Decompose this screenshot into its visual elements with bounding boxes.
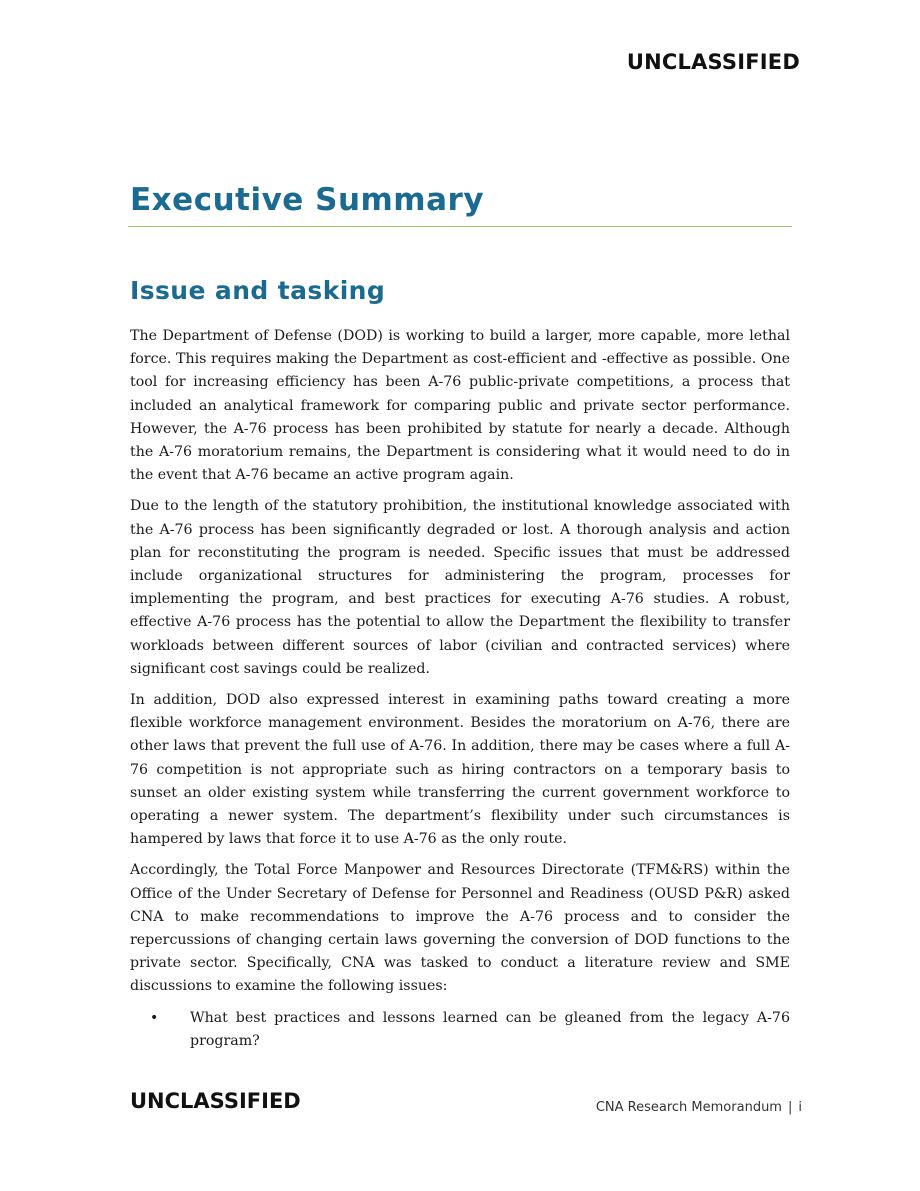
header-classification-marking: UNCLASSIFIED <box>626 50 800 74</box>
footer-page-info <box>596 1100 802 1115</box>
paragraph-4: Accordingly, the Total Force Manpower and Resources Directorate (TFM&RS) within the Office of the Under Secretary of Defense for Personnel and Readiness (OUSD P&R) asked CNA to make recommendations to improve the A-76 process and to consider the repercussions of changing certain laws governing the conversion of DOD functions to the private sector. Specifically, CNA was tasked to conduct a literature review and SME discussions to examine the following issues: <box>130 862 790 995</box>
title-underline-divider <box>128 226 792 227</box>
publication-name: CNA Research Memorandum <box>595 1100 782 1115</box>
issues-bullet-list <box>130 1007 790 1053</box>
section-heading: Issue and tasking <box>130 276 386 305</box>
bullet-text: What best practices and lessons learned can be gleaned from the legacy A-76 program? <box>190 1009 790 1049</box>
footer-classification-marking: UNCLASSIFIED <box>130 1089 301 1113</box>
bullet-icon: • <box>150 1009 159 1026</box>
list-item <box>130 1007 790 1053</box>
section-body <box>130 325 790 1053</box>
paragraph-2: Due to the length of the statutory prohibition, the institutional knowledge associated with the A-76 process has been significantly degraded or lost. A thorough analysis and action plan for reconstituting the program is needed. Specific issues that must be addressed include organizational structures for administering the program, processes for implementing the program, and best practices for executing A-76 studies. A robust, effective A-76 process has the potential to allow the Department the flexibility to transfer workloads between different sources of labor (civilian and contracted services) where significant cost savings could be realized. <box>130 498 790 677</box>
footer-separator: | <box>787 1100 793 1115</box>
page-title: Executive Summary <box>130 182 485 218</box>
page-number: i <box>798 1100 802 1115</box>
paragraph-3: In addition, DOD also expressed interest in examining paths toward creating a more flexible workforce management environment. Besides the moratorium on A-76, there are other laws that prevent the full use of A-76. In addition, there may be cases where a full A-76 competition is not appropriate such as hiring contractors on a temporary basis to sunset an older existing system while transferring the current government workforce to operating a newer system. The department’s flexibility under such circumstances is hampered by laws that force it to use A-76 as the only route. <box>130 692 790 848</box>
paragraph-1: The Department of Defense (DOD) is working to build a larger, more capable, more lethal force. This requires making the Department as cost-efficient and -effective as possible. One tool for increasing efficiency has been A-76 public-private competitions, a process that included an analytical framework for comparing public and private sector performance. However, the A-76 process has been prohibited by statute for nearly a decade. Although the A-76 moratorium remains, the Department is considering what it would need to do in the event that A-76 became an active program again. <box>130 328 790 484</box>
